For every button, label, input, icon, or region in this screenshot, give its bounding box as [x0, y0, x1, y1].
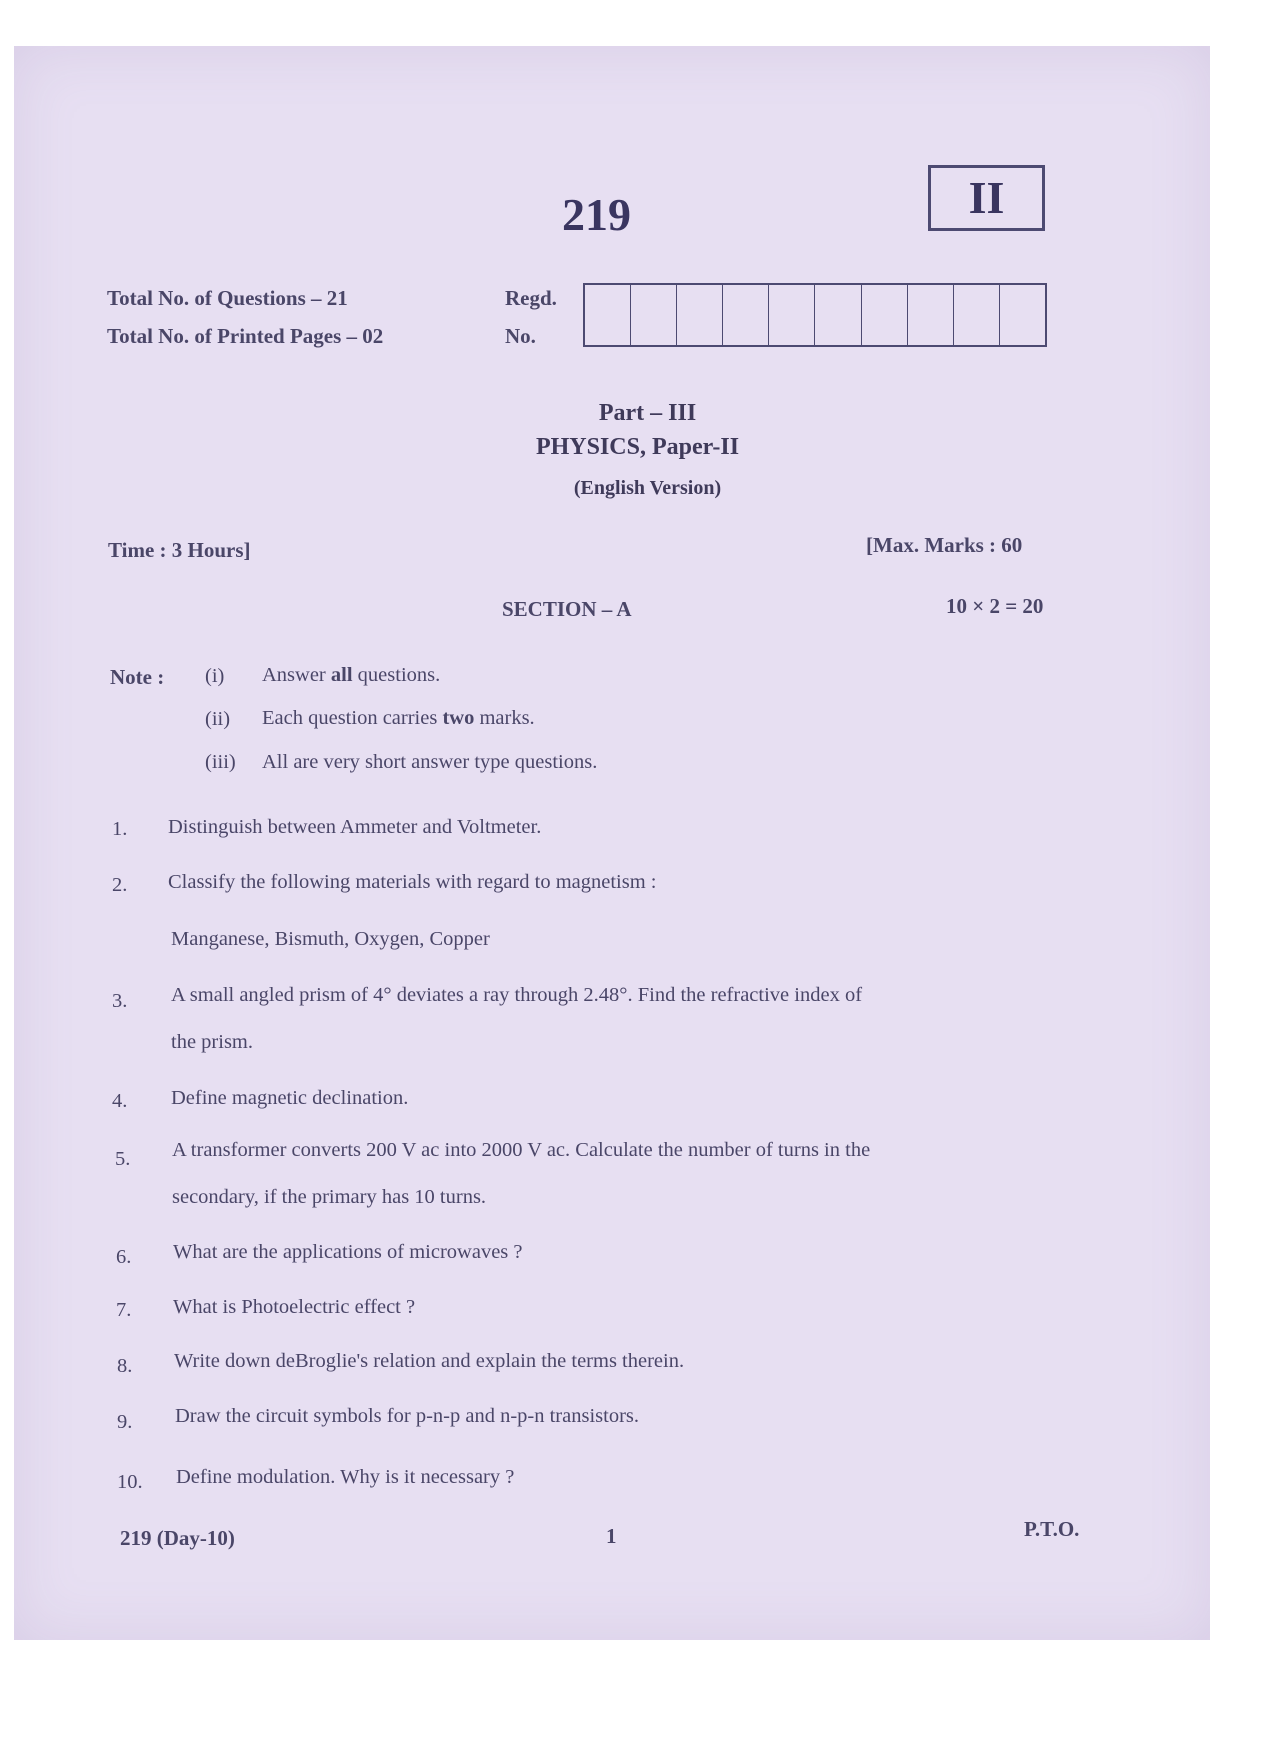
question-text: What is Photoelectric effect ? [173, 1296, 416, 1318]
question-text-continued: Manganese, Bismuth, Oxygen, Copper [171, 928, 490, 950]
paper-code: 219 [562, 189, 631, 240]
section-title: SECTION – A [502, 597, 632, 621]
question-text: A small angled prism of 4° deviates a ray through 2.48°. Find the refractive index of [171, 984, 863, 1006]
time-allowed: Time : 3 Hours] [108, 538, 251, 562]
regd-cell [769, 285, 815, 345]
question-text: What are the applications of microwaves ? [173, 1241, 523, 1263]
subject-title: PHYSICS, Paper-II [535, 434, 740, 460]
regd-cell [908, 285, 954, 345]
question-text: A transformer converts 200 V ac into 2000 V ac. Calculate the number of turns in the [172, 1139, 871, 1161]
question-number: 10. [117, 1471, 143, 1493]
question-number: 3. [112, 990, 128, 1012]
footer-paper-code: 219 (Day-10) [120, 1526, 235, 1550]
question-text: Classify the following materials with regard to magnetism : [168, 871, 657, 893]
note-item-text: All are very short answer type questions. [262, 751, 598, 773]
question-text: Define modulation. Why is it necessary ? [176, 1466, 515, 1488]
question-number: 2. [112, 874, 128, 896]
note-item-num: (iii) [205, 751, 236, 773]
total-questions: Total No. of Questions – 21 [107, 286, 348, 310]
question-number: 8. [117, 1355, 133, 1377]
question-text: Define magnetic declination. [171, 1087, 409, 1109]
question-number: 9. [117, 1411, 133, 1433]
regd-cell [677, 285, 723, 345]
part-title: Part – III [598, 400, 697, 426]
total-printed-pages: Total No. of Printed Pages – 02 [107, 324, 384, 348]
version-label: (English Version) [573, 477, 722, 499]
regd-cell [585, 285, 631, 345]
page-number: 1 [606, 1524, 617, 1548]
regd-label: Regd. [505, 286, 557, 310]
note-item-text: Answer all questions. [262, 664, 441, 686]
regd-cell [954, 285, 1000, 345]
regd-cell [1000, 285, 1045, 345]
note-item-num: (i) [205, 665, 225, 687]
max-marks: [Max. Marks : 60 [866, 533, 1023, 557]
please-turn-over: P.T.O. [1024, 1517, 1080, 1541]
question-number: 7. [116, 1299, 132, 1321]
series-box: II [928, 165, 1045, 231]
question-text: Distinguish between Ammeter and Voltmeter. [168, 816, 542, 838]
note-item-text: Each question carries two marks. [262, 707, 535, 729]
regd-no-label: No. [505, 324, 536, 348]
note-item-num: (ii) [205, 708, 231, 730]
question-text-continued: secondary, if the primary has 10 turns. [172, 1186, 487, 1208]
regd-cell [631, 285, 677, 345]
question-number: 5. [115, 1148, 131, 1170]
note-label: Note : [110, 665, 165, 689]
question-text: Draw the circuit symbols for p-n-p and n-p-n transistors. [175, 1405, 639, 1427]
registration-number-boxes [583, 283, 1047, 347]
question-text: Write down deBroglie's relation and explain the terms therein. [174, 1350, 685, 1372]
section-marks: 10 × 2 = 20 [946, 594, 1044, 618]
question-number: 1. [112, 818, 128, 840]
regd-cell [723, 285, 769, 345]
question-text-continued: the prism. [171, 1031, 253, 1053]
question-number: 4. [112, 1090, 128, 1112]
question-number: 6. [116, 1246, 132, 1268]
regd-cell [815, 285, 861, 345]
regd-cell [862, 285, 908, 345]
